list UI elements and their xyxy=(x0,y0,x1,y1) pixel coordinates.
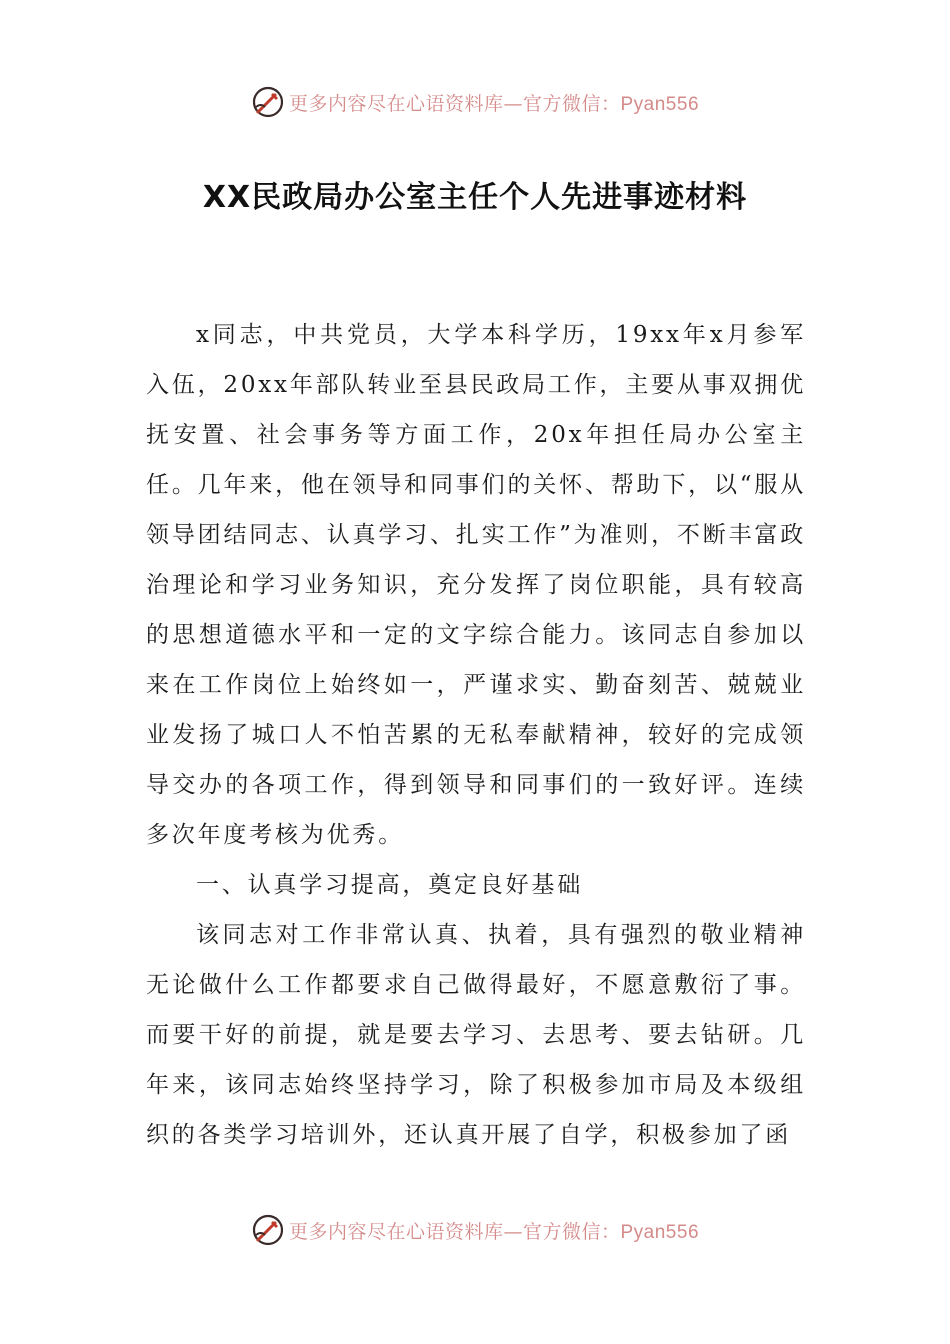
watermark-text xyxy=(289,1217,699,1244)
document-title: XX民政局办公室主任个人先进事迹材料 xyxy=(202,180,748,215)
watermark-text-cn: 更多内容尽在心语资料库—官方微信： xyxy=(288,92,621,115)
watermark-wechat-id: Pyan556 xyxy=(620,1221,700,1243)
paragraph-intro: x同志，中共党员，大学本科学历，19xx年x月参军入伍，20xx年部队转业至县民政局工作，主要从事双拥优抚安置、社会事务等方面工作，20x年担任局办公室主任。几年来，他在领导和同事们的关怀、帮助下，以“服从领导团结同志、认真学习、扎实工作”为准则，不断丰富政治理论和学习业务知识，充分发挥了岗位职能，具有较高的思想道德水平和一定的文字综合能力。该同志自参加以来在工作岗位上始终如一，严谨求实、勤奋刻苦、兢兢业业发扬了城口人不怕苦累的无私奉献精神，较好的完成领导交办的各项工作，得到领导和同事们的一致好评。连续多次年度考核为优秀。 xyxy=(146,322,806,848)
section-heading-1: 一、认真学习提高，奠定良好基础 xyxy=(196,872,583,898)
watermark-banner-bottom xyxy=(0,1210,950,1250)
paragraph-section-1: 该同志对工作非常认真、执着，具有强烈的敬业精神无论做什么工作都要求自己做得最好，不愿意敷衍了事。而要干好的前提，就是要去学习、去思考、要去钻研。几年来，该同志始终坚持学习，除了积极参加市局及本级组织的各类学习培训外，还认真开展了自学，积极参加了函 xyxy=(146,922,806,1148)
pen-logo-icon xyxy=(251,85,285,119)
watermark-wechat-id: Pyan556 xyxy=(620,93,700,115)
document-body xyxy=(146,310,806,1160)
watermark-text xyxy=(289,89,699,116)
watermark-text-cn: 更多内容尽在心语资料库—官方微信： xyxy=(288,1220,621,1243)
watermark-banner-top xyxy=(0,82,950,122)
pen-logo-icon xyxy=(251,1213,285,1247)
